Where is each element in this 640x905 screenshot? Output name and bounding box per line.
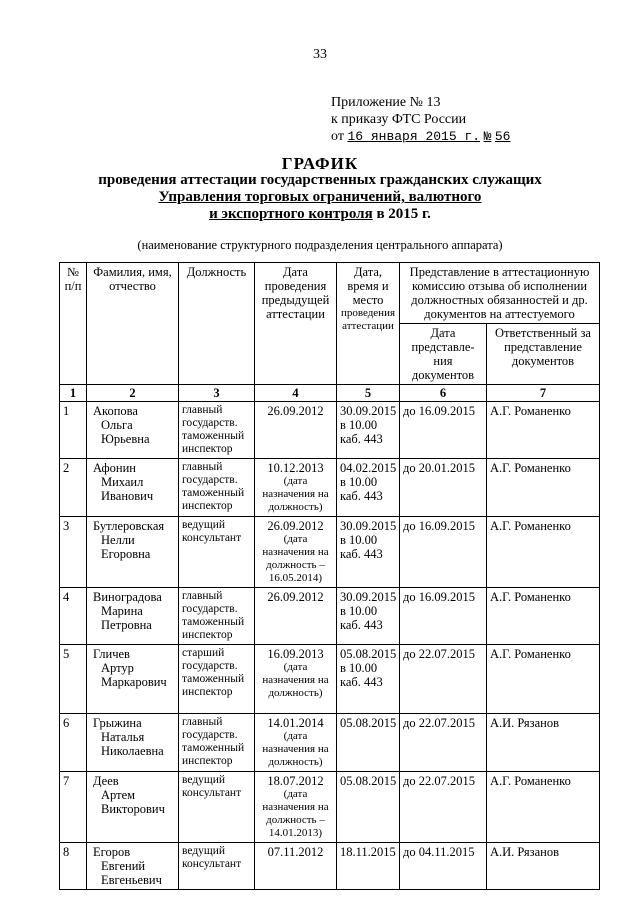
middle-name: Маркарович xyxy=(101,675,167,689)
page-number: 33 xyxy=(313,47,327,62)
responsible-person: А.Г. Романенко xyxy=(487,772,600,843)
last-name: Виноградова xyxy=(93,590,162,604)
row-number: 8 xyxy=(60,843,87,890)
table-row xyxy=(60,843,600,890)
document-deadline: до 20.01.2015 xyxy=(400,459,487,517)
column-number: 3 xyxy=(179,385,255,402)
attestation-time: в 10.00 xyxy=(340,533,378,547)
department-caption: (наименование структурного подразделения центрального аппарата) xyxy=(137,238,503,252)
attestation-info xyxy=(337,517,400,588)
prev-date: 14.01.2014 xyxy=(267,716,324,730)
row-number: 7 xyxy=(60,772,87,843)
row-number: 3 xyxy=(60,517,87,588)
attestation-room: каб. 443 xyxy=(340,618,383,632)
document-deadline: до 16.09.2015 xyxy=(400,517,487,588)
row-number: 6 xyxy=(60,714,87,772)
middle-name: Иванович xyxy=(101,489,154,503)
number-prefix: № xyxy=(483,129,492,144)
prev-note: (дата назначения на должность) xyxy=(262,661,329,699)
row-number: 2 xyxy=(60,459,87,517)
attestation-date: 30.09.2015 xyxy=(340,590,397,604)
position: старший государств. таможенный инспектор xyxy=(179,645,255,714)
employee-name xyxy=(87,588,179,645)
attestation-info xyxy=(337,843,400,890)
attestation-info xyxy=(337,714,400,772)
responsible-person: А.Г. Романенко xyxy=(487,402,600,459)
prev-note: (дата назначения на должность – 14.01.2013) xyxy=(262,788,329,839)
prev-attestation xyxy=(255,588,337,645)
column-number: 5 xyxy=(337,385,400,402)
date-prefix: от xyxy=(331,129,344,144)
table-body xyxy=(60,402,600,890)
position: ведущий консультант xyxy=(179,843,255,890)
responsible-person: А.Г. Романенко xyxy=(487,517,600,588)
document-deadline: до 22.07.2015 xyxy=(400,714,487,772)
responsible-person: А.Г. Романенко xyxy=(487,459,600,517)
header-doc-date: Дата представле-ния документов xyxy=(400,324,487,385)
last-name: Грыжина xyxy=(93,716,142,730)
employee-name xyxy=(87,843,179,890)
title-department-2: и экспортного контроля xyxy=(209,206,373,222)
prev-date: 26.09.2012 xyxy=(267,590,324,604)
header-number: № п/п xyxy=(60,263,87,385)
table-row xyxy=(60,402,600,459)
responsible-person: А.Г. Романенко xyxy=(487,588,600,645)
attestation-info xyxy=(337,588,400,645)
prev-note: (дата назначения на должность) xyxy=(262,730,329,768)
attestation-date: 05.08.2015 xyxy=(340,716,397,730)
table-row xyxy=(60,772,600,843)
column-number-row xyxy=(60,385,600,402)
prev-note: (дата назначения на должность) xyxy=(262,475,329,513)
prev-attestation xyxy=(255,772,337,843)
attestation-room: каб. 443 xyxy=(340,675,383,689)
first-name: Михаил xyxy=(101,475,144,489)
attestation-room: каб. 443 xyxy=(340,432,383,446)
prev-date: 07.11.2012 xyxy=(267,845,324,859)
title-main: ГРАФИК xyxy=(281,154,359,173)
header-attestation-main: Дата, время и место xyxy=(347,265,389,307)
column-number: 1 xyxy=(60,385,87,402)
position: главный государств. таможенный инспектор xyxy=(179,588,255,645)
last-name: Гличев xyxy=(93,647,130,661)
employee-name xyxy=(87,459,179,517)
document-deadline: до 16.09.2015 xyxy=(400,588,487,645)
header-responsible: Ответственный за представление документов xyxy=(487,324,600,385)
attestation-schedule-table xyxy=(59,262,600,890)
header-attestation-sub: проведения аттестации xyxy=(340,307,396,332)
prev-date: 10.12.2013 xyxy=(267,461,324,475)
order-number: 56 xyxy=(494,129,511,144)
position: главный государств. таможенный инспектор xyxy=(179,714,255,772)
document-deadline: до 22.07.2015 xyxy=(400,645,487,714)
attestation-room: каб. 443 xyxy=(340,489,383,503)
title-year: в 2015 г. xyxy=(372,206,431,222)
attestation-date: 05.08.2015 xyxy=(340,774,397,788)
last-name: Егоров xyxy=(93,845,131,859)
order-date-line xyxy=(331,128,510,145)
appendix-line: Приложение № 13 xyxy=(331,95,441,110)
prev-attestation xyxy=(255,645,337,714)
prev-date: 16.09.2013 xyxy=(267,647,324,661)
attestation-date: 18.11.2015 xyxy=(340,845,396,859)
header-name: Фамилия, имя, отчество xyxy=(87,263,179,385)
attestation-date: 30.09.2015 xyxy=(340,519,397,533)
document-deadline: до 16.09.2015 xyxy=(400,402,487,459)
table-row xyxy=(60,588,600,645)
attestation-room: каб. 443 xyxy=(340,547,383,561)
prev-note: (дата назначения на должность – 16.05.2014) xyxy=(262,533,329,584)
row-number: 5 xyxy=(60,645,87,714)
last-name: Афонин xyxy=(93,461,136,475)
middle-name: Егоровна xyxy=(101,547,151,561)
position: главный государств. таможенный инспектор xyxy=(179,402,255,459)
first-name: Евгений xyxy=(101,859,146,873)
prev-attestation xyxy=(255,714,337,772)
attestation-date: 05.08.2015 xyxy=(340,647,397,661)
appendix-header xyxy=(331,94,510,145)
header-submission: Представление в аттестационную комиссию отзыва об исполнении должностных обязанностей и др. документов на аттестуемого xyxy=(400,263,600,324)
employee-name xyxy=(87,772,179,843)
attestation-date: 30.09.2015 xyxy=(340,404,397,418)
row-number: 1 xyxy=(60,402,87,459)
header-attestation xyxy=(337,263,400,385)
prev-date: 18.07.2012 xyxy=(267,774,324,788)
prev-attestation xyxy=(255,402,337,459)
position: ведущий консультант xyxy=(179,517,255,588)
middle-name: Викторович xyxy=(101,802,165,816)
responsible-person: А.И. Рязанов xyxy=(487,714,600,772)
prev-date: 26.09.2012 xyxy=(267,519,324,533)
title-subject: проведения аттестации государственных гражданских служащих xyxy=(98,172,542,188)
first-name: Марина xyxy=(101,604,143,618)
attestation-date: 04.02.2015 xyxy=(340,461,397,475)
middle-name: Николаевна xyxy=(101,744,164,758)
attestation-time: в 10.00 xyxy=(340,661,378,675)
responsible-person: А.И. Рязанов xyxy=(487,843,600,890)
first-name: Артур xyxy=(101,661,134,675)
header-position: Должность xyxy=(179,263,255,385)
employee-name xyxy=(87,714,179,772)
middle-name: Петровна xyxy=(101,618,152,632)
prev-date: 26.09.2012 xyxy=(267,404,324,418)
last-name: Акопова xyxy=(93,404,138,418)
table-row xyxy=(60,517,600,588)
position: главный государств. таможенный инспектор xyxy=(179,459,255,517)
first-name: Нелли xyxy=(101,533,135,547)
middle-name: Евгеньевич xyxy=(101,873,162,887)
attestation-info xyxy=(337,772,400,843)
attestation-info xyxy=(337,645,400,714)
document-deadline: до 22.07.2015 xyxy=(400,772,487,843)
document-title xyxy=(0,155,640,223)
position: ведущий консультант xyxy=(179,772,255,843)
attestation-time: в 10.00 xyxy=(340,604,378,618)
responsible-person: А.Г. Романенко xyxy=(487,645,600,714)
prev-attestation xyxy=(255,459,337,517)
prev-attestation xyxy=(255,517,337,588)
middle-name: Юрьевна xyxy=(101,432,150,446)
column-number: 7 xyxy=(487,385,600,402)
header-prev-attestation: Дата проведения предыдущей аттестации xyxy=(255,263,337,385)
attestation-time: в 10.00 xyxy=(340,418,378,432)
header-row xyxy=(60,263,600,324)
table-row xyxy=(60,459,600,517)
column-number: 4 xyxy=(255,385,337,402)
row-number: 4 xyxy=(60,588,87,645)
title-department-1: Управления торговых ограничений, валютного xyxy=(158,189,482,205)
column-number: 2 xyxy=(87,385,179,402)
document-deadline: до 04.11.2015 xyxy=(400,843,487,890)
employee-name xyxy=(87,645,179,714)
first-name: Артем xyxy=(101,788,136,802)
last-name: Бутлеровская xyxy=(93,519,165,533)
first-name: Наталья xyxy=(101,730,145,744)
attestation-info xyxy=(337,459,400,517)
attestation-time: в 10.00 xyxy=(340,475,378,489)
column-number: 6 xyxy=(400,385,487,402)
prev-attestation xyxy=(255,843,337,890)
order-reference: к приказу ФТС России xyxy=(331,112,467,127)
table-row xyxy=(60,645,600,714)
attestation-info xyxy=(337,402,400,459)
employee-name xyxy=(87,402,179,459)
table-row xyxy=(60,714,600,772)
employee-name xyxy=(87,517,179,588)
first-name: Ольга xyxy=(101,418,133,432)
order-date: 16 января 2015 г. xyxy=(347,129,481,144)
last-name: Деев xyxy=(93,774,119,788)
